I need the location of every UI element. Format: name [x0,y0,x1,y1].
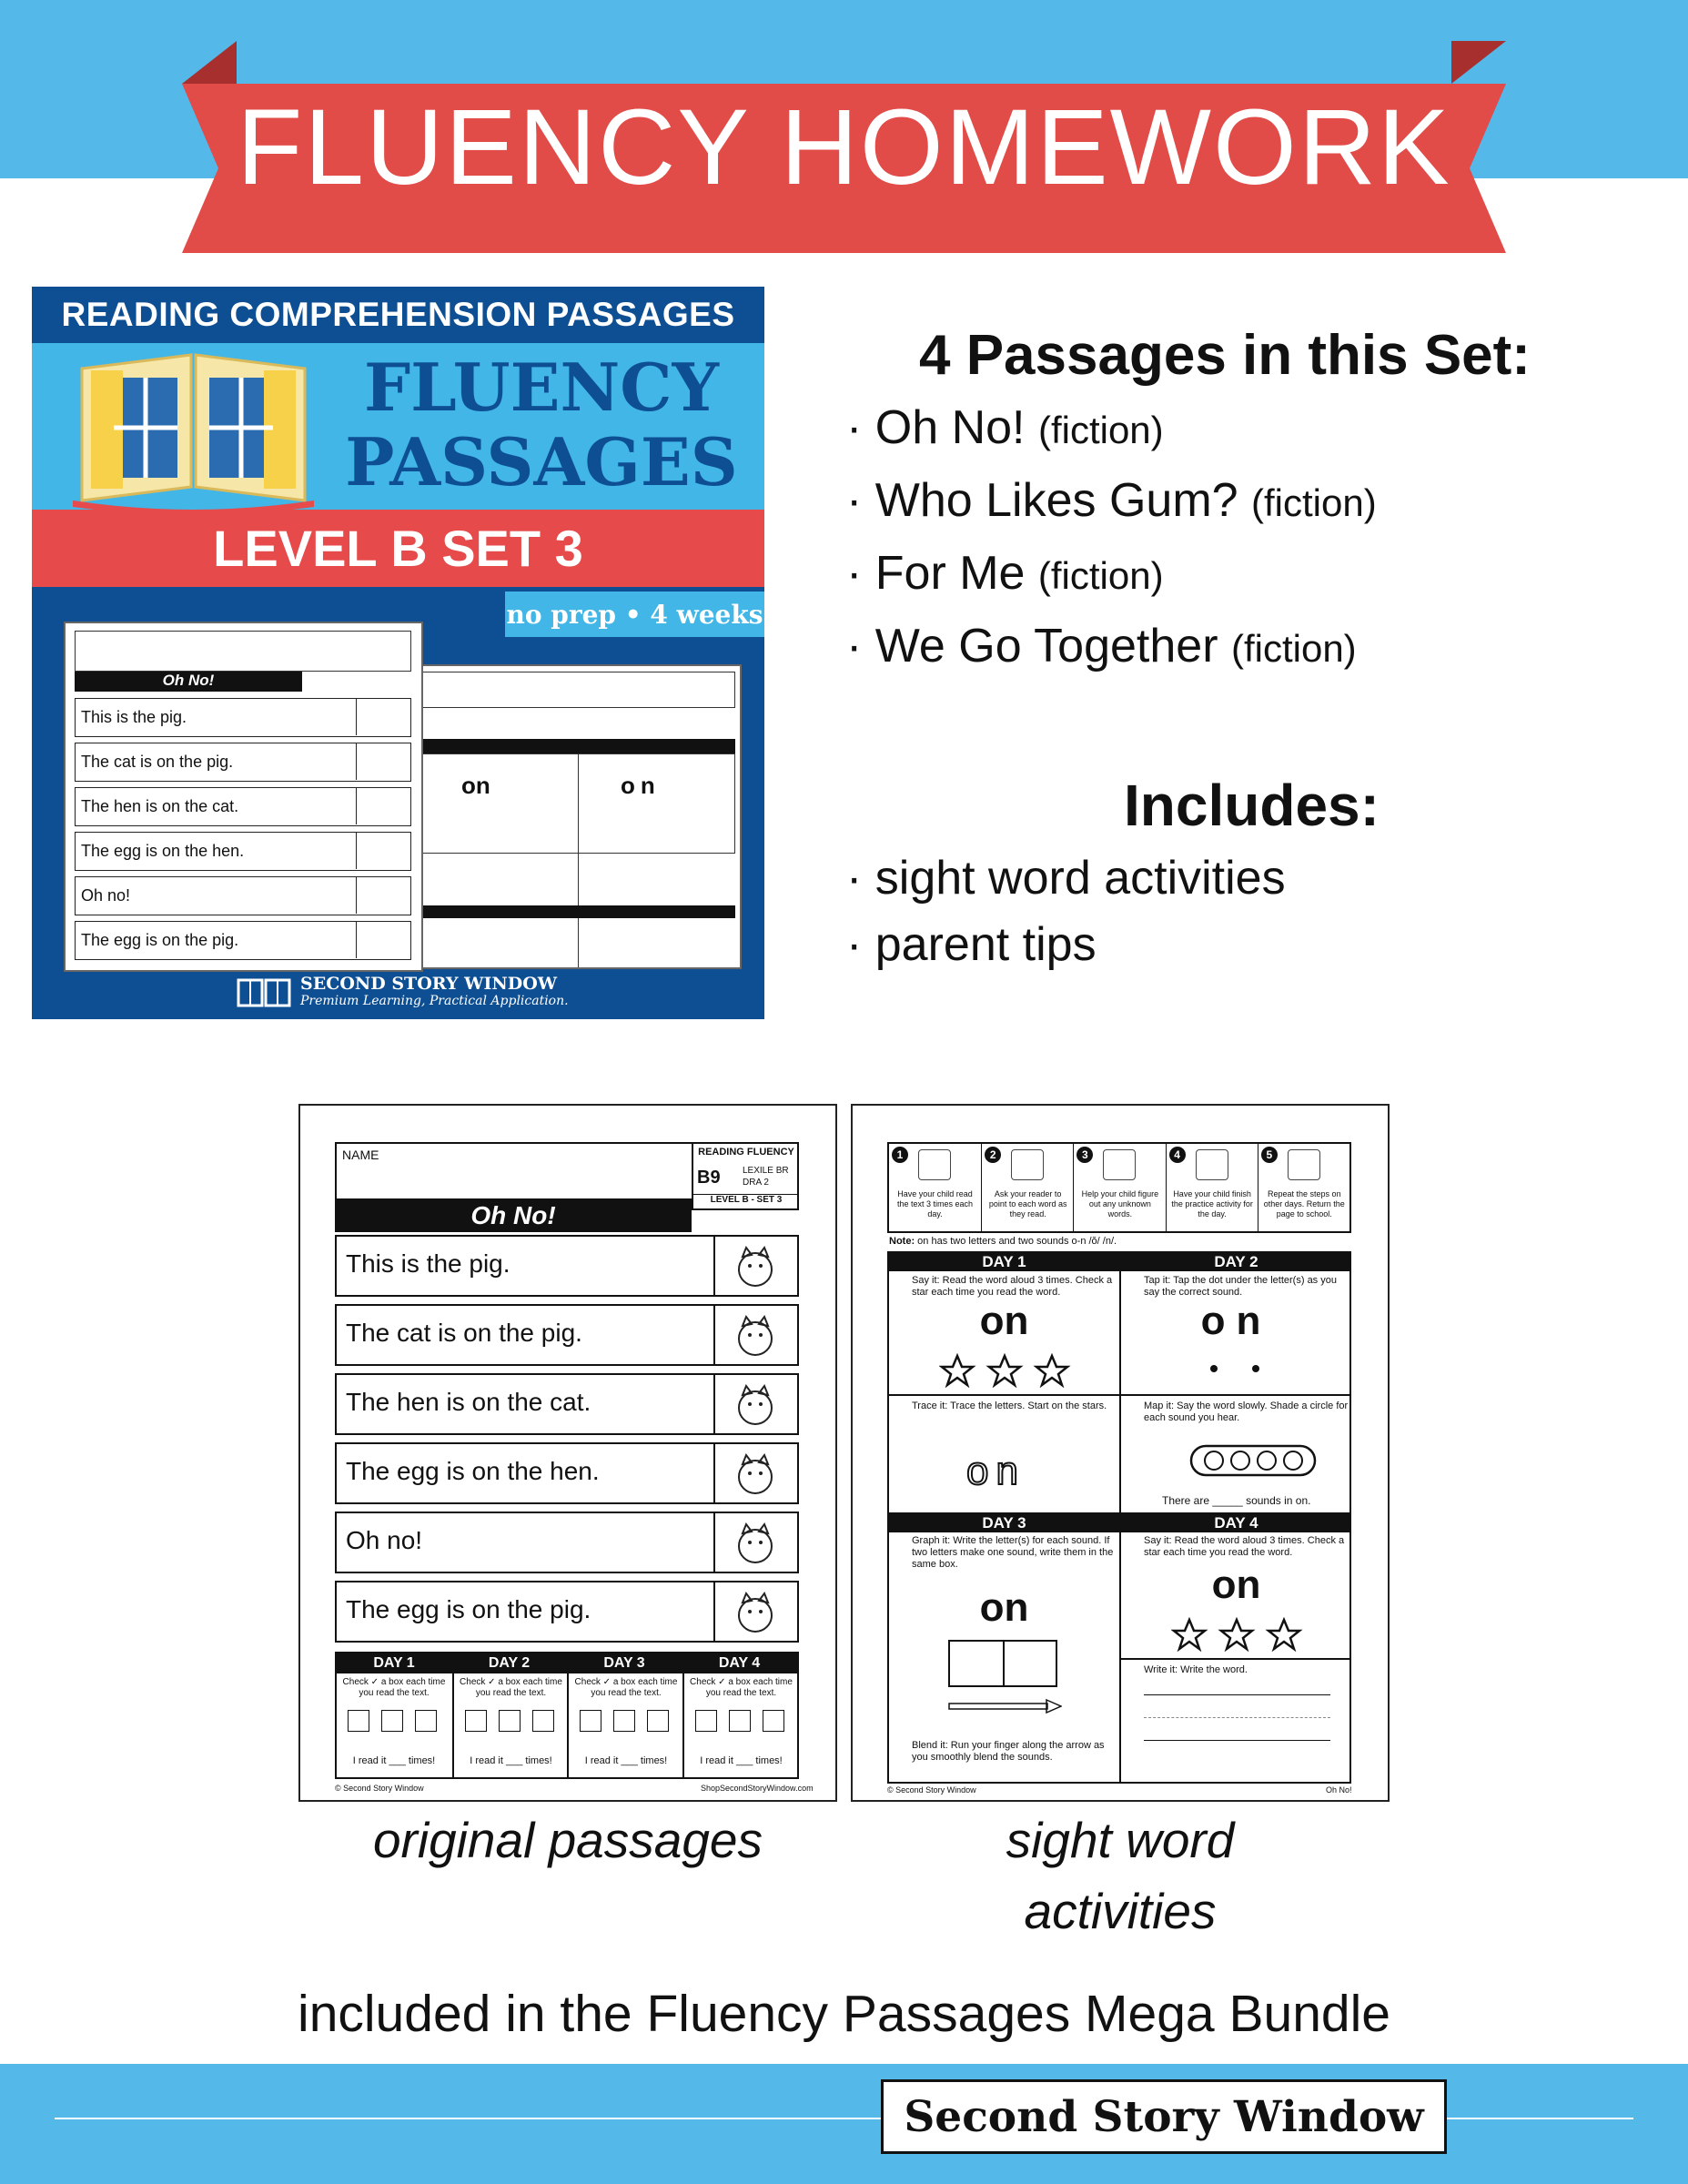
passage-genre: (fiction) [1251,481,1377,524]
day-tracker [335,1652,799,1779]
tap-dots-icon [1203,1362,1267,1375]
check-box[interactable] [499,1710,521,1732]
passage-genre: (fiction) [1230,627,1357,670]
animal-picture-icon [713,1513,797,1572]
sentence-text: The cat is on the pig. [346,1319,582,1347]
passage-item: · Who Likes Gum? (fiction) [846,474,1377,527]
day-column [682,1673,797,1777]
lexile-label: LEXILE BR [743,1166,789,1176]
day-label: DAY 1 [373,1655,415,1671]
graph-box-divider [1003,1642,1005,1685]
step-illustration-icon [1288,1149,1320,1180]
animal-picture-icon [713,1306,797,1364]
day2-header: DAY 2 [1121,1253,1351,1271]
passage-title: Who Likes Gum? [874,474,1238,527]
passage-sentence-row [335,1581,799,1643]
sentence-text: The hen is on the cat. [346,1388,591,1416]
day1-header: DAY 1 [889,1253,1119,1271]
level-box [692,1144,799,1208]
copyright: © Second Story Window [335,1784,424,1793]
say-it-text: Say it: Read the word aloud 3 times. Check a star each time you read the word. [912,1275,1113,1298]
step-cell [1166,1144,1258,1231]
cover-brand-tagline: Premium Learning, Practical Application. [300,994,569,1008]
step-text: Ask your reader to point to each word as they read. [988,1189,1067,1218]
day-label: DAY 3 [603,1655,645,1671]
sightword-preview-sheet [851,1104,1390,1802]
mini-sentence-row [75,921,411,960]
sentence-text: The egg is on the pig. [346,1595,591,1623]
passage-sentence-row [335,1235,799,1297]
day3-header: DAY 3 [889,1514,1119,1532]
passage-item: · We Go Together (fiction) [846,620,1357,672]
row-divider [1121,1658,1351,1660]
level-set-label: LEVEL B - SET 3 [693,1194,799,1205]
step-text: Repeat the steps on other days. Return the page to school. [1263,1189,1345,1218]
blend-it-text: Blend it: Run your finger along the arrow as you smoothly blend the sounds. [912,1740,1105,1763]
day4-header: DAY 4 [1121,1514,1351,1532]
passage-item: · Oh No! (fiction) [846,401,1164,454]
passage-title: Oh No! [335,1198,692,1232]
dra-label: DRA 2 [743,1178,769,1188]
animal-picture-icon [713,1237,797,1295]
check-box[interactable] [381,1710,403,1732]
cover-brand [300,974,764,1008]
step-text: Help your child figure out any unknown words. [1081,1189,1159,1218]
day-instruction: Check ✓ a box each time you read the text. [690,1677,793,1698]
day-column [337,1673,451,1777]
mini-sentence-row [75,743,411,782]
name-label: NAME [342,1148,379,1162]
say-it-text-day4: Say it: Read the word aloud 3 times. Check a star each time you read the word. [1144,1535,1345,1558]
check-box[interactable] [580,1710,601,1732]
cover-mini-activity-sheet [414,664,742,969]
passage-sentence-row [335,1304,799,1366]
mini-passage-title: Oh No! [75,672,302,692]
word-day2: on [1200,1299,1272,1343]
passage-title: For Me [874,547,1026,600]
brand-logo: Second Story Window [881,2079,1447,2154]
cover-mini-passage-sheet [64,622,423,972]
three-stars-icon [939,1353,1071,1388]
mini-passage-rows [75,698,411,962]
check-box[interactable] [348,1710,369,1732]
bundle-note: included in the Fluency Passages Mega Bundle [298,1985,1390,2043]
word-day3: on [979,1585,1029,1630]
day-instruction: Check ✓ a box each time you read the text. [460,1677,562,1698]
write-line [1144,1717,1330,1718]
passage-title: We Go Together [874,620,1218,672]
step-text: Have your child finish the practice activity for the day. [1171,1189,1253,1218]
check-box[interactable] [532,1710,554,1732]
mini-sentence-text: The egg is on the pig. [81,931,239,949]
day-column [452,1673,567,1777]
word-day4: on [1211,1562,1261,1607]
check-box[interactable] [465,1710,487,1732]
cover-top-label: READING COMPREHENSION PASSAGES [61,296,735,333]
step-illustration-icon [1103,1149,1136,1180]
check-box[interactable] [763,1710,784,1732]
day-label: DAY 2 [488,1655,531,1671]
includes-item: · parent tips [846,918,1097,971]
cover-title [328,350,755,500]
day-column [567,1673,682,1777]
step-text: Have your child read the text 3 times each day. [896,1189,974,1218]
step-number: 4 [1169,1147,1186,1163]
cover-brand-name: SECOND STORY WINDOW [300,974,558,994]
mini-sentence-row [75,832,411,871]
step-number: 3 [1076,1147,1093,1163]
page-title: FLUENCY HOMEWORK [237,87,1451,207]
mini-animal-icon [356,922,410,958]
graph-boxes [948,1640,1057,1687]
read-count-line: I read it ___ times! [352,1755,436,1766]
read-count-line: I read it ___ times! [584,1755,668,1766]
mini-sentence-text: The egg is on the hen. [81,842,245,860]
passage-item: · For Me (fiction) [846,547,1164,600]
there-are-text: There are _____ sounds in on. [1162,1494,1311,1507]
mini-sentence-row [75,787,411,826]
passages-heading: 4 Passages in this Set: [919,324,1531,387]
write-line [1144,1694,1330,1695]
passage-genre: (fiction) [1037,409,1164,451]
cover-level: LEVEL B SET 3 [32,510,764,587]
sentence-text: The egg is on the hen. [346,1457,600,1485]
passage-preview-sheet [298,1104,837,1802]
includes-item-label: parent tips [874,918,1097,971]
mini-animal-icon [356,699,410,735]
word-day1: on [979,1299,1029,1343]
includes-item: · sight word activities [846,852,1286,905]
mini-sentence-text: Oh no! [81,886,131,905]
mini-animal-icon [356,877,410,914]
open-book-window-icon [64,350,323,510]
check-box[interactable] [613,1710,635,1732]
day-instruction: Check ✓ a box each time you read the text. [342,1677,446,1698]
mini-sentence-text: The cat is on the pig. [81,753,234,771]
row-divider [889,1394,1351,1396]
level-code: B9 [697,1168,721,1188]
note-label: Note: [889,1236,915,1247]
day-label: DAY 4 [718,1655,761,1671]
cover-image [32,287,764,1019]
graph-it-text: Graph it: Write the letter(s) for each sound. If two letters make one sound, write them in the same box. [912,1535,1114,1570]
check-box[interactable] [415,1710,437,1732]
check-box[interactable] [729,1710,751,1732]
caption-original-passages: original passages [372,1812,763,1868]
animal-picture-icon [713,1444,797,1502]
reading-fluency-label: READING FLUENCY [698,1147,794,1158]
mini-word: on [461,772,490,799]
sentence-text: This is the pig. [346,1249,510,1278]
footer-title: Oh No! [1326,1785,1352,1795]
three-stars-icon [1171,1617,1303,1652]
mini-animal-icon [356,788,410,824]
animal-picture-icon [713,1375,797,1433]
cover-title-line2: PASSAGES [345,423,738,500]
note-text: on has two letters and two sounds o-n /ŏ/ /n/. [917,1236,1117,1247]
mini-sentence-text: The hen is on the cat. [81,797,239,815]
animal-picture-icon [713,1582,797,1641]
map-it-text: Map it: Say the word slowly. Shade a circle for each sound you hear. [1144,1400,1349,1423]
passage-genre: (fiction) [1037,554,1164,597]
cover-badge: no prep • 4 weeks [505,592,764,637]
read-count-line: I read it ___ times! [700,1755,783,1766]
check-box[interactable] [647,1710,669,1732]
includes-item-label: sight word activities [874,852,1286,905]
passage-sentence-row [335,1373,799,1435]
step-number: 2 [985,1147,1001,1163]
caption-sight-word-line1: sight word [1006,1812,1235,1868]
step-illustration-icon [1011,1149,1044,1180]
sound-map-icon [1189,1444,1317,1477]
step-illustration-icon [918,1149,951,1180]
read-count-line: I read it ___ times! [470,1755,552,1766]
tap-it-text: Tap it: Tap the dot under the letter(s) as you say the correct sound. [1144,1275,1337,1298]
step-cell [1258,1144,1349,1231]
sentence-text: Oh no! [346,1526,423,1554]
passage-title: Oh No! [874,401,1026,454]
trace-it-text: Trace it: Trace the letters. Start on the stars. [912,1400,1107,1411]
step-cell [981,1144,1073,1231]
mini-sentence-row [75,876,411,915]
mini-sentence-row [75,698,411,737]
cover-title-line1: FLUENCY [364,349,719,426]
steps-row [887,1142,1351,1233]
site-url: ShopSecondStoryWindow.com [701,1784,814,1793]
check-box[interactable] [695,1710,717,1732]
step-number: 5 [1261,1147,1278,1163]
write-line [1144,1740,1330,1741]
passage-sentence-row [335,1512,799,1573]
copyright: © Second Story Window [887,1785,976,1795]
mini-animal-icon [356,743,410,780]
mini-word-2: on [621,772,661,799]
blend-arrow-icon [948,1699,1062,1714]
step-cell [889,1144,981,1231]
passage-sentence-row [335,1442,799,1504]
includes-heading: Includes: [1124,773,1380,838]
write-it-text: Write it: Write the word. [1144,1664,1248,1675]
trace-word: on [966,1449,1026,1493]
brand-book-icon [237,978,291,1007]
caption-sight-word-line2: activities [1024,1883,1217,1939]
step-illustration-icon [1196,1149,1228,1180]
note [889,1236,1349,1248]
step-number: 1 [892,1147,908,1163]
mini-sentence-text: This is the pig. [81,708,187,726]
step-cell [1073,1144,1165,1231]
activity-grid [887,1251,1351,1784]
mini-animal-icon [356,833,410,869]
day-instruction: Check ✓ a box each time you read the text. [574,1677,678,1698]
